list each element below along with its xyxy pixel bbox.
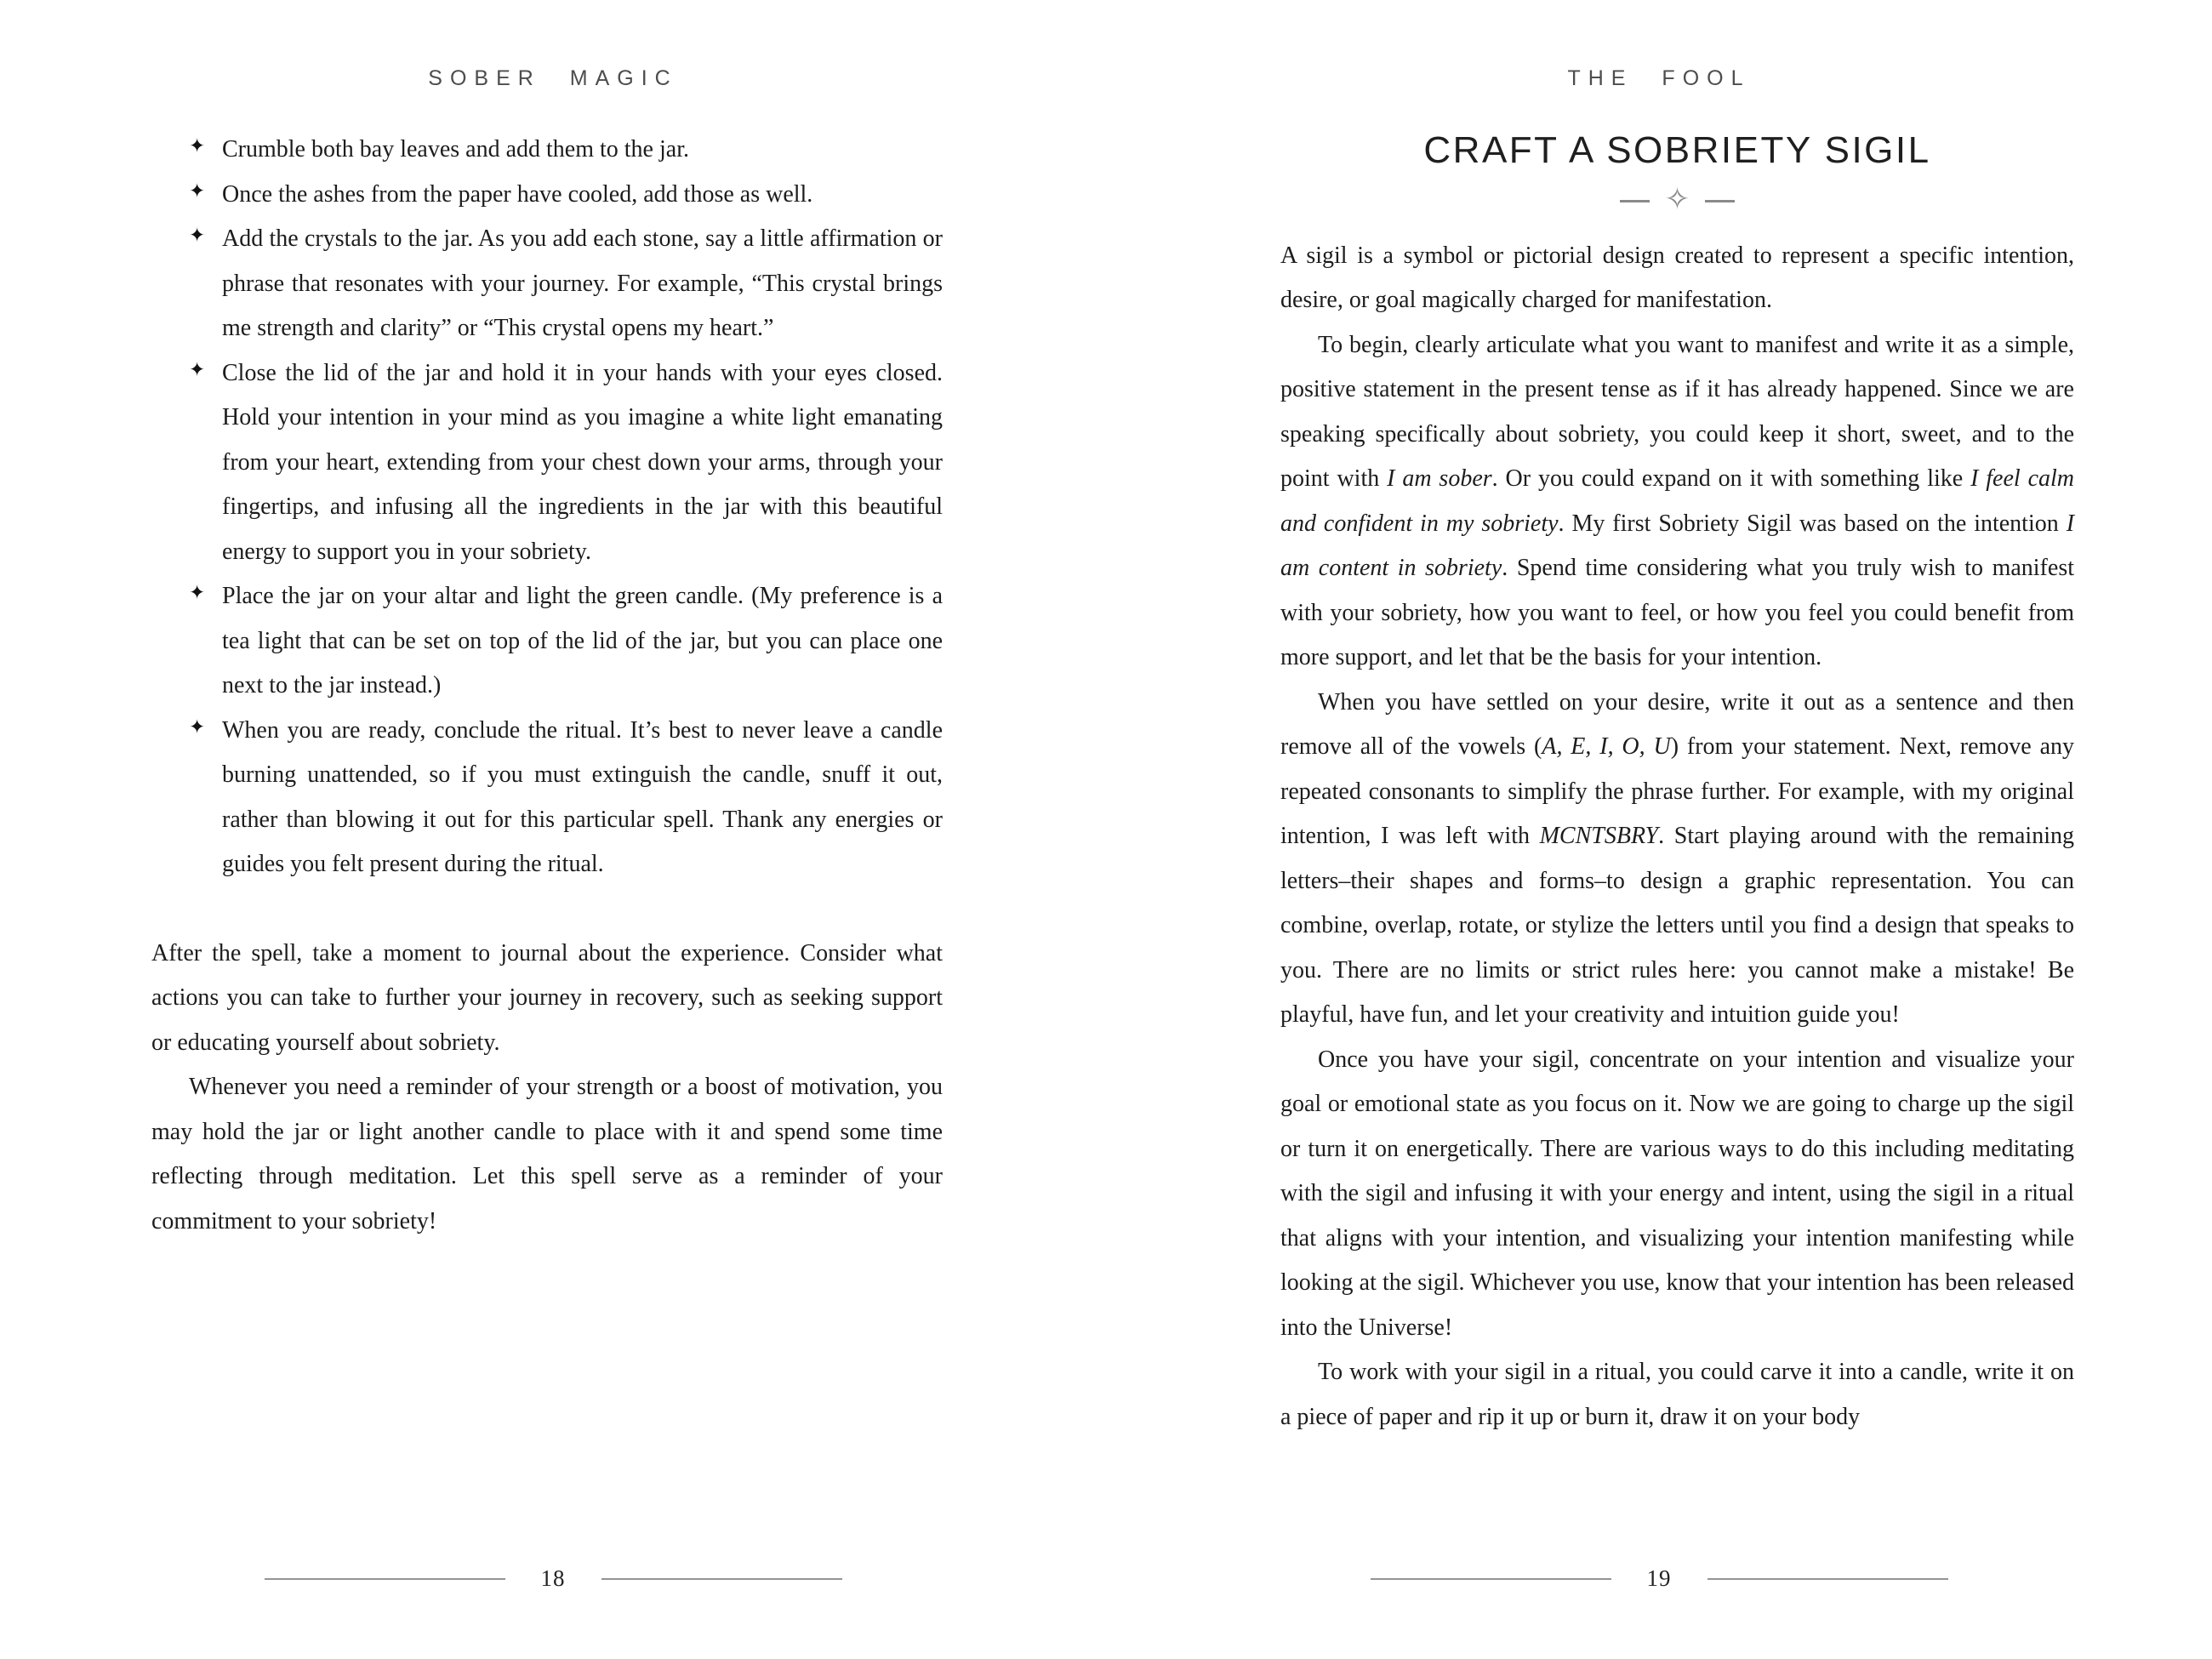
divider-dash-right-icon bbox=[1705, 200, 1735, 202]
list-item-text: When you are ready, conclude the ritual. It’s best to never leave a candle burning unattended, so if you must extinguish the candle, snuff it out, rather than blowing it out for this particular spell. Thank any energies or guides you felt present during the ritual. bbox=[222, 716, 943, 877]
paragraph: A sigil is a symbol or pictorial design created to represent a specific intention, desire, or goal magically charged for manifestation. bbox=[1280, 242, 2074, 314]
running-head-left: SOBER MAGIC bbox=[428, 66, 678, 90]
footer-rule-left bbox=[1371, 1578, 1611, 1580]
sparkle-bullet-icon: ✦ bbox=[189, 715, 206, 738]
list-item bbox=[151, 351, 943, 575]
sparkle-bullet-icon: ✦ bbox=[189, 135, 206, 157]
bullet-list bbox=[151, 128, 943, 887]
running-head-right: THE FOOL bbox=[1567, 66, 1751, 90]
page-number-right: 19 bbox=[1646, 1565, 1672, 1591]
list-item-text: Close the lid of the jar and hold it in your hands with your eyes closed. Hold your intention in your mind as you imagine a white light emanating from your heart, extending from your chest down your arms, through your fingertips, and infusing all the ingredients in the jar with this beautiful energy to support you in your sobriety. bbox=[222, 359, 943, 565]
list-item bbox=[151, 574, 943, 709]
page-footer-right bbox=[1106, 1567, 2212, 1590]
sparkle-bullet-icon: ✦ bbox=[189, 358, 206, 381]
paragraph: Whenever you need a reminder of your strength or a boost of motivation, you may hold the jar or light another candle to place with it and spend some time reflecting through meditation. Let this spell serve as a reminder of your commitment to your sobriety! bbox=[151, 1074, 943, 1234]
list-item-text: Place the jar on your altar and light the green candle. (My preference is a tea light that can be set on top of the lid of the jar, but you can place one next to the jar instead.) bbox=[222, 583, 943, 698]
page-number-left: 18 bbox=[540, 1565, 566, 1591]
paragraph: After the spell, take a moment to journal about the experience. Consider what actions you can take to further your journey in recovery, such as seeking support or educating yourself about sobriety. bbox=[151, 939, 943, 1056]
paragraph: To begin, clearly articulate what you want to manifest and write it as a simple, positive statement in the present tense as if it has already happened. Since we are speaking specifically about sobriety, you could keep it short, sweet, and to the point with I am sober. Or you could expand on it with something like I feel calm and confident in my sobriety. My first Sobriety Sigil was based on the intention I am content in sobriety. Spend time considering what you truly wish to manifest with your sobriety, how you want to feel, or how you feel you could benefit from more support, and let that be the basis for your intention. bbox=[1280, 331, 2075, 671]
footer-rule-right bbox=[601, 1578, 842, 1580]
section-divider bbox=[1280, 181, 2074, 217]
list-item-text: Once the ashes from the paper have cooled, add those as well. bbox=[222, 180, 813, 208]
sparkle-bullet-icon: ✦ bbox=[189, 180, 206, 202]
paragraph: To work with your sigil in a ritual, you could carve it into a candle, write it on a piece of paper and rip it up or burn it, draw it on your body bbox=[1280, 1359, 2074, 1430]
divider-diamond-icon: ✧ bbox=[1664, 181, 1690, 217]
list-item bbox=[151, 173, 943, 218]
list-item bbox=[151, 217, 943, 351]
chapter-title: CRAFT A SOBRIETY SIGIL bbox=[1423, 129, 1931, 171]
paragraph: Once you have your sigil, concentrate on your intention and visualize your goal or emotional state as you focus on it. Now we are going to charge up the sigil or turn it on energetically. There are various ways to do this including meditating with the sigil and infusing it with your energy and intent, using the sigil in a ritual that aligns with your intention, and visualizing your intention manifesting while looking at the sigil. Whichever you use, know that your intention has been released into the Universe! bbox=[1280, 1046, 2074, 1341]
list-item-text: Add the crystals to the jar. As you add each stone, say a little affirmation or phrase that resonates with your journey. For example, “This crystal brings me strength and clarity” or “This crystal opens my heart.” bbox=[222, 225, 943, 341]
footer-rule-left bbox=[265, 1578, 505, 1580]
list-item bbox=[151, 128, 943, 173]
left-body-paragraphs bbox=[151, 932, 943, 1245]
paragraph: When you have settled on your desire, write it out as a sentence and then remove all of the vowels (A, E, I, O, U) from your statement. Next, remove any repeated consonants to simplify the phrase further. For example, with my original intention, I was left with MCNTSBRY. Start playing around with the remaining letters–their shapes and forms–to design a graphic representation. You can combine, overlap, rotate, or stylize the letters until you find a design that speaks to you. There are no limits or strict rules here: you cannot make a mistake! Be playful, have fun, and let your creativity and intuition guide you! bbox=[1280, 688, 2075, 1029]
list-item-text: Crumble both bay leaves and add them to the jar. bbox=[222, 136, 689, 162]
divider-dash-left-icon bbox=[1620, 200, 1650, 202]
sparkle-bullet-icon: ✦ bbox=[189, 225, 206, 247]
page-right bbox=[1106, 0, 2212, 1659]
list-item bbox=[151, 709, 943, 887]
footer-rule-right bbox=[1707, 1578, 1948, 1580]
sparkle-bullet-icon: ✦ bbox=[189, 582, 206, 604]
right-body-paragraphs bbox=[1280, 234, 2074, 1440]
page-footer-left bbox=[0, 1567, 1106, 1590]
